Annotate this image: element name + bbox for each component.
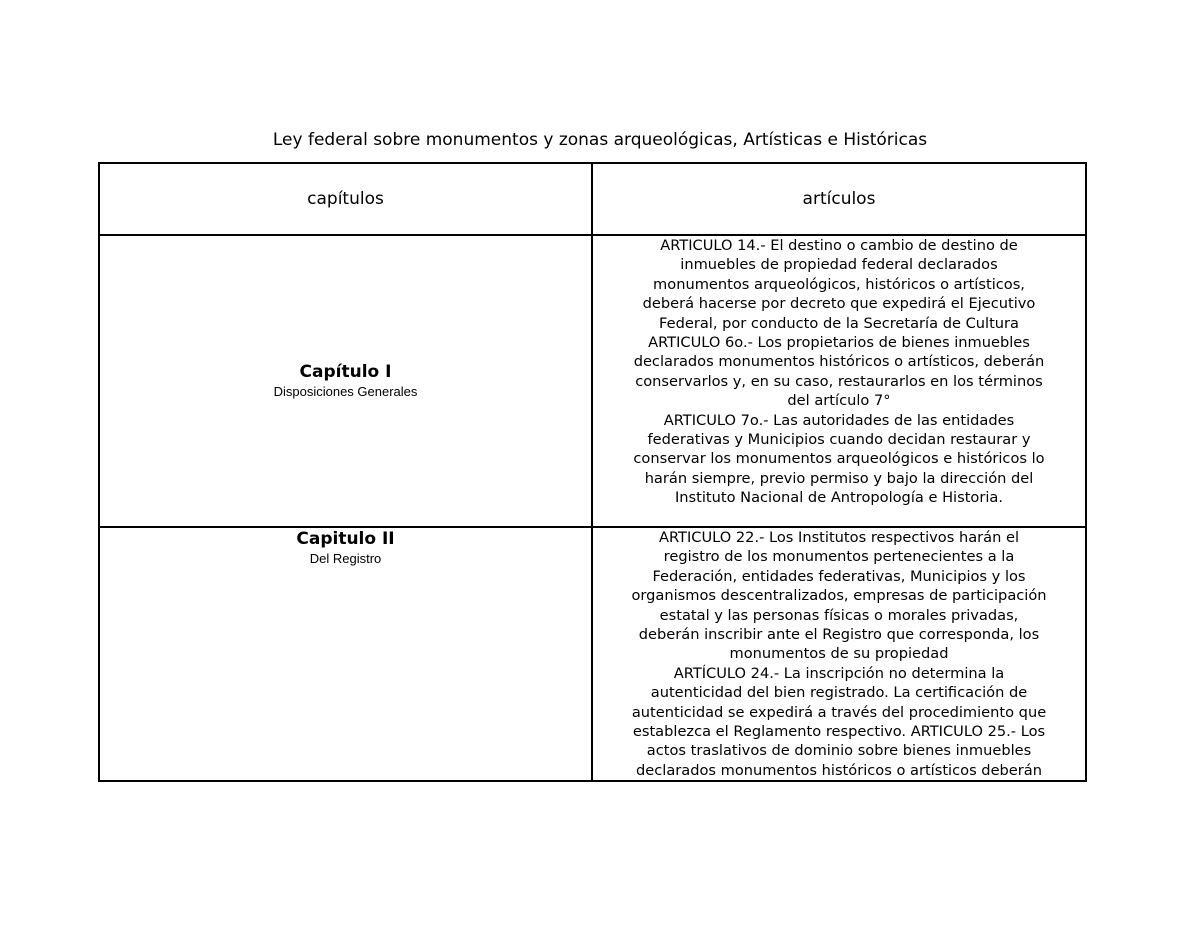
- article-line: Federal, por conducto de la Secretaría de Cultura: [659, 314, 1019, 332]
- article-line: ARTICULO 7o.- Las autoridades de las entidades: [663, 411, 1015, 429]
- article-line: ARTICULO 6o.- Los propietarios de bienes inmuebles: [648, 334, 1030, 352]
- table-row: [99, 527, 1086, 781]
- article-line: Instituto Nacional de Antropología e Historia.: [674, 489, 1003, 507]
- article-line: deberán inscribir ante el Registro que corresponda, los: [638, 626, 1040, 644]
- chapter-title: Capítulo I: [299, 362, 392, 382]
- header-articles: artículos: [592, 163, 1086, 235]
- article-line: establezca el Reglamento respectivo. ARTICULO 25.- Los: [632, 723, 1046, 741]
- article-line: Federación, entidades federativas, Municipios y los: [652, 567, 1026, 585]
- article-line: autenticidad se expedirá a través del procedimiento que: [631, 703, 1047, 721]
- article-line: registro de los monumentos pertenecientes a la: [663, 548, 1015, 566]
- article-line: ARTÍCULO 24.- La inscripción no determina la: [673, 664, 1005, 682]
- chapter-subtitle: Disposiciones Generales: [273, 384, 418, 399]
- chapter-cell: [99, 527, 592, 781]
- table-row: [99, 235, 1086, 527]
- header-row: [99, 163, 1086, 235]
- article-line: del artículo 7°: [787, 392, 891, 410]
- article-line: deberá hacerse por decreto que expedirá el Ejecutivo: [642, 295, 1036, 313]
- document-title: Ley federal sobre monumentos y zonas arqueológicas, Artísticas e Históricas: [272, 130, 928, 150]
- article-line: monumentos de su propiedad: [729, 645, 949, 663]
- article-line: conservarlos y, en su caso, restaurarlos en los términos: [635, 372, 1043, 390]
- article-line: organismos descentralizados, empresas de participación: [631, 587, 1047, 605]
- article-line: federativas y Municipios cuando decidan restaurar y: [647, 431, 1031, 449]
- article-line: declarados monumentos históricos o artísticos, deberán: [633, 353, 1045, 371]
- chapter-cell: [99, 235, 592, 527]
- article-line: ARTICULO 14.- El destino o cambio de destino de: [660, 237, 1018, 254]
- article-line: autenticidad del bien registrado. La certificación de: [650, 684, 1028, 702]
- article-line: ARTICULO 22.- Los Institutos respectivos harán el: [658, 529, 1019, 546]
- article-line: conservar los monumentos arqueológicos e históricos lo: [633, 450, 1045, 468]
- articles-cell: [592, 527, 1086, 781]
- chapter-title: Capitulo II: [296, 529, 395, 549]
- chapter-subtitle: Del Registro: [309, 551, 382, 566]
- article-line: harán siempre, previo permiso y bajo la dirección del: [644, 469, 1034, 487]
- article-line: inmuebles de propiedad federal declarados: [680, 256, 998, 274]
- articles-cell: [592, 235, 1086, 527]
- article-line: estatal y las personas físicas o morales privadas,: [659, 606, 1019, 624]
- article-line: actos traslativos de dominio sobre bienes inmuebles: [646, 742, 1032, 760]
- law-table: [98, 162, 1087, 782]
- header-chapters: capítulos: [99, 163, 592, 235]
- article-line: declarados monumentos históricos o artísticos deberán: [636, 761, 1042, 779]
- article-line: monumentos arqueológicos, históricos o artísticos,: [653, 275, 1025, 293]
